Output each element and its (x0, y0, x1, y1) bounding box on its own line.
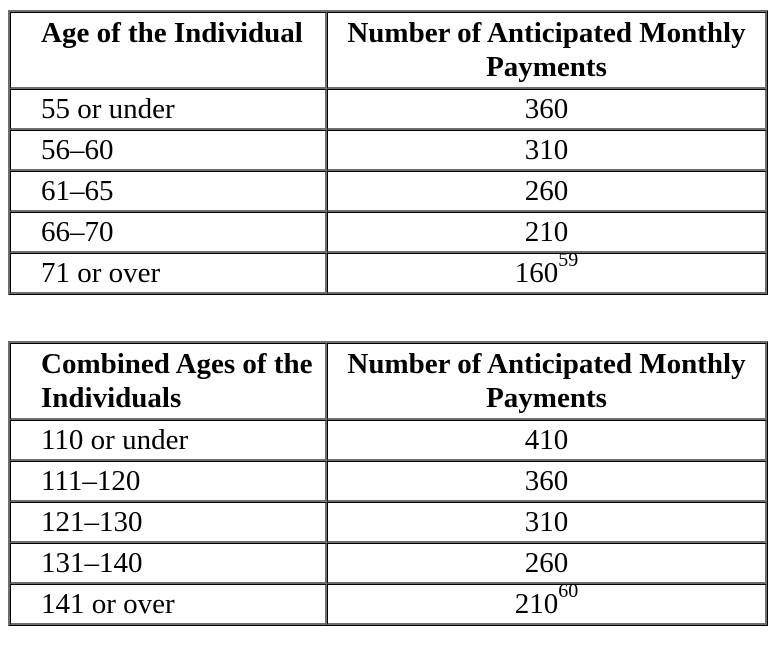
table-row (10, 89, 767, 130)
joint-life-payments-table (8, 341, 768, 626)
combined-age-cell: 131–140 (10, 543, 327, 584)
payments-cell: 310 (327, 502, 767, 543)
payments-column-header: Number of Anticipated Monthly Payments (327, 12, 767, 89)
payments-value: 210 (514, 588, 559, 620)
combined-age-cell: 110 or under (10, 420, 327, 461)
footnote-marker: 59 (558, 249, 579, 271)
age-cell: 71 or over (10, 253, 327, 294)
age-cell: 66–70 (10, 212, 327, 253)
table-row (10, 502, 767, 543)
combined-age-column-header: Combined Ages of the Individuals (10, 343, 327, 420)
footnote-marker: 60 (558, 580, 579, 602)
table-row (10, 130, 767, 171)
combined-age-cell: 141 or over (10, 584, 327, 625)
age-column-header: Age of the Individual (10, 12, 327, 89)
payments-cell: 210 (327, 212, 767, 253)
age-cell: 55 or under (10, 89, 327, 130)
payments-column-header: Number of Anticipated Monthly Payments (327, 343, 767, 420)
table-header-row (10, 12, 767, 89)
table-row (10, 461, 767, 502)
payments-cell: 310 (327, 130, 767, 171)
table-row (10, 420, 767, 461)
combined-age-cell: 111–120 (10, 461, 327, 502)
age-cell: 61–65 (10, 171, 327, 212)
payments-cell: 260 (327, 543, 767, 584)
table-header-row (10, 343, 767, 420)
payments-cell (327, 580, 767, 625)
table-row (10, 253, 767, 294)
payments-cell: 360 (327, 461, 767, 502)
table-row (10, 543, 767, 584)
payments-cell (327, 249, 767, 294)
payments-cell: 360 (327, 89, 767, 130)
table-row (10, 212, 767, 253)
table-row (10, 584, 767, 625)
age-cell: 56–60 (10, 130, 327, 171)
payments-cell: 410 (327, 420, 767, 461)
combined-age-cell: 121–130 (10, 502, 327, 543)
payments-value: 160 (514, 257, 559, 289)
payments-cell: 260 (327, 171, 767, 212)
table-row (10, 171, 767, 212)
single-life-payments-table (8, 10, 768, 295)
